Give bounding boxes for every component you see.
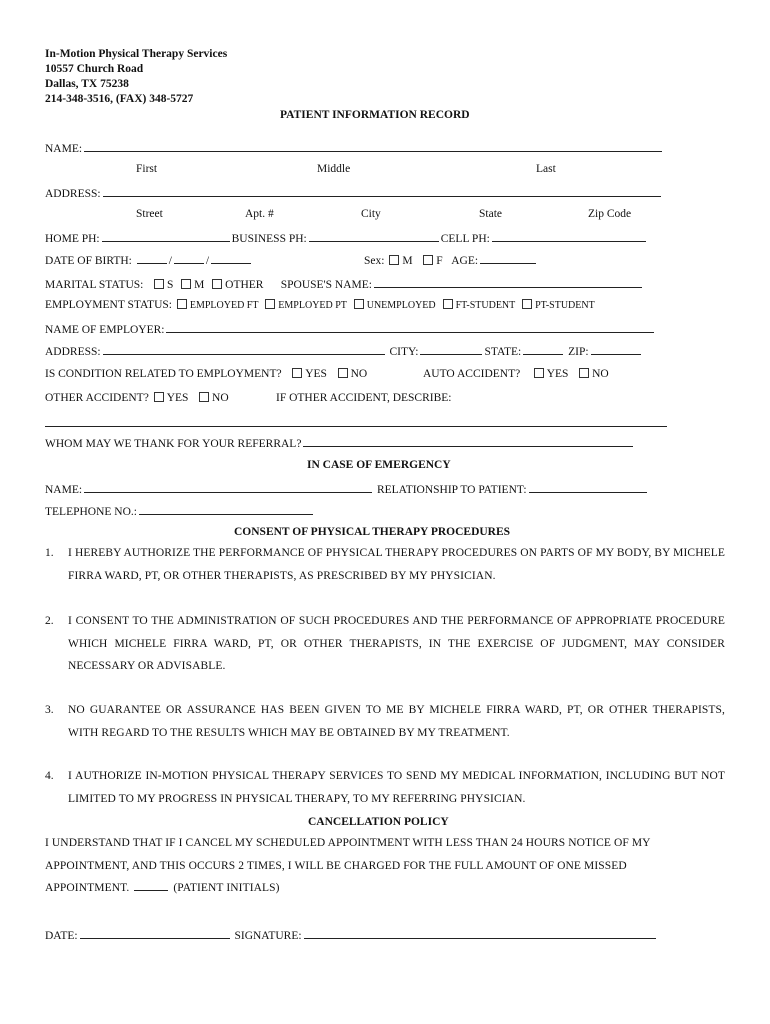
cell-phone-label: CELL PH: <box>440 233 490 245</box>
sex-m-label: M <box>402 255 413 267</box>
auto-question: AUTO ACCIDENT? <box>423 368 521 380</box>
dob-separator: / <box>168 255 172 267</box>
date-field[interactable] <box>80 927 230 939</box>
date-label: DATE: <box>45 930 78 942</box>
signature-label: SIGNATURE: <box>234 930 302 942</box>
age-field[interactable] <box>480 252 536 264</box>
emp-city-label: CITY: <box>389 346 419 358</box>
emergency-name-label: NAME: <box>45 484 83 496</box>
practice-phone: 214-348-3516, (FAX) 348-5727 <box>45 93 194 105</box>
cell-phone-field[interactable] <box>492 230 646 242</box>
marital-row <box>45 276 644 292</box>
emp-ftstudent-checkbox[interactable] <box>443 299 453 309</box>
emp-pt-label: EMPLOYED PT <box>278 300 347 311</box>
employment-label: EMPLOYMENT STATUS: <box>45 299 172 311</box>
relationship-label: RELATIONSHIP TO PATIENT: <box>376 484 527 496</box>
address-city-caption: City <box>361 208 381 220</box>
employment-row <box>45 298 595 313</box>
emp-pt-checkbox[interactable] <box>265 299 275 309</box>
emergency-name-field[interactable] <box>84 481 372 493</box>
consent-3-text: NO GUARANTEE OR ASSURANCE HAS BEEN GIVEN TO ME BY MICHELE FIRRA WARD, PT, OR OTHER THERAPISTS, WITH REGARD TO THE RESULTS WHICH MAY BE OBTAINED BY MY TREATMENT. <box>68 704 725 739</box>
employer-address-row <box>45 343 643 359</box>
dob-month-field[interactable] <box>137 252 167 264</box>
emp-ptstudent-label: PT-STUDENT <box>535 300 595 311</box>
initials-label: (PATIENT INITIALS) <box>173 882 280 894</box>
marital-m-checkbox[interactable] <box>181 279 191 289</box>
signature-field[interactable] <box>304 927 656 939</box>
address-state-caption: State <box>479 208 502 220</box>
other-yes-checkbox[interactable] <box>154 392 164 402</box>
business-phone-label: BUSINESS PH: <box>231 233 307 245</box>
practice-city: Dallas, TX 75238 <box>45 78 129 90</box>
referral-row <box>45 435 635 451</box>
emergency-title: IN CASE OF EMERGENCY <box>307 459 451 471</box>
practice-street: 10557 Church Road <box>45 63 144 75</box>
emp-ft-checkbox[interactable] <box>177 299 187 309</box>
consent-title: CONSENT OF PHYSICAL THERAPY PROCEDURES <box>234 526 511 538</box>
other-accident-row <box>45 391 229 405</box>
condition-no-checkbox[interactable] <box>338 368 348 378</box>
spouse-field[interactable] <box>374 276 642 288</box>
name-first-caption: First <box>136 163 158 175</box>
telephone-label: TELEPHONE NO.: <box>45 506 137 518</box>
cancellation-block <box>45 832 710 900</box>
employer-row <box>45 321 656 337</box>
business-phone-field[interactable] <box>309 230 439 242</box>
emp-unemployed-checkbox[interactable] <box>354 299 364 309</box>
marital-label: MARITAL STATUS: <box>45 279 144 291</box>
consent-4-text: I AUTHORIZE IN-MOTION PHYSICAL THERAPY SERVICES TO SEND MY MEDICAL INFORMATION, INCLUDING BUT NOT LIMITED TO MY PROGRESS IN PHYSICAL THERAPY, TO MY REFERRING PHYSICIAN. <box>68 770 725 805</box>
condition-yes-label: YES <box>305 368 327 380</box>
consent-2-number: 2. <box>45 615 54 627</box>
name-row <box>45 140 664 156</box>
address-label: ADDRESS: <box>45 188 101 200</box>
marital-s-label: S <box>167 279 174 291</box>
spouse-label: SPOUSE'S NAME: <box>280 279 372 291</box>
name-middle-caption: Middle <box>317 163 351 175</box>
marital-s-checkbox[interactable] <box>154 279 164 289</box>
emp-ft-label: EMPLOYED FT <box>189 300 259 311</box>
address-row <box>45 185 663 201</box>
describe-field[interactable] <box>45 414 667 427</box>
name-field[interactable] <box>84 140 662 152</box>
cancellation-text: I UNDERSTAND THAT IF I CANCEL MY SCHEDULED APPOINTMENT WITH LESS THAN 24 HOURS NOTICE OF MY APPOINTMENT, AND THIS OCCURS 2 TIMES, I WILL BE CHARGED FOR THE FULL AMOUNT OF ONE MISSED APPOINTMENT. <box>45 837 651 894</box>
condition-no-label: NO <box>350 368 368 380</box>
phone-row <box>45 230 648 246</box>
employer-field[interactable] <box>166 321 654 333</box>
emp-state-field[interactable] <box>523 343 563 355</box>
sex-f-checkbox[interactable] <box>423 255 433 265</box>
auto-yes-label: YES <box>546 368 569 380</box>
describe-label: IF OTHER ACCIDENT, DESCRIBE: <box>276 392 452 404</box>
employer-label: NAME OF EMPLOYER: <box>45 324 165 336</box>
marital-other-checkbox[interactable] <box>212 279 222 289</box>
other-no-label: NO <box>212 392 229 404</box>
patient-initials-field[interactable] <box>134 879 168 891</box>
relationship-field[interactable] <box>529 481 647 493</box>
dob-separator: / <box>205 255 210 267</box>
consent-3-number: 3. <box>45 704 54 716</box>
home-phone-field[interactable] <box>102 230 230 242</box>
referral-label: WHOM MAY WE THANK FOR YOUR REFERRAL? <box>45 438 302 450</box>
marital-m-label: M <box>194 279 205 291</box>
emp-address-field[interactable] <box>103 343 385 355</box>
condition-yes-checkbox[interactable] <box>292 368 302 378</box>
consent-4-number: 4. <box>45 770 54 782</box>
emp-zip-label: ZIP: <box>568 346 589 358</box>
emp-zip-field[interactable] <box>591 343 641 355</box>
age-label: AGE: <box>451 255 479 267</box>
dob-year-field[interactable] <box>211 252 251 264</box>
auto-row <box>423 367 609 381</box>
condition-row <box>45 367 367 381</box>
other-no-checkbox[interactable] <box>199 392 209 402</box>
consent-1-text: I HEREBY AUTHORIZE THE PERFORMANCE OF PHYSICAL THERAPY PROCEDURES ON PARTS OF MY BODY, BY MICHELE FIRRA WARD, PT, OR OTHER THERAPISTS, AS PRESCRIBED BY MY PHYSICIAN. <box>68 547 725 582</box>
auto-yes-checkbox[interactable] <box>534 368 544 378</box>
address-zip-caption: Zip Code <box>588 208 632 220</box>
referral-field[interactable] <box>303 435 633 447</box>
sex-label: Sex: <box>364 255 385 267</box>
emp-unemployed-label: UNEMPLOYED <box>366 300 436 311</box>
emp-city-field[interactable] <box>420 343 482 355</box>
sex-m-checkbox[interactable] <box>389 255 399 265</box>
telephone-field[interactable] <box>139 503 313 515</box>
practice-name: In-Motion Physical Therapy Services <box>45 48 228 60</box>
emp-ftstudent-label: FT-STUDENT <box>455 300 516 311</box>
dob-label: DATE OF BIRTH: <box>45 255 132 267</box>
other-yes-label: YES <box>166 392 189 404</box>
marital-other-label: OTHER <box>225 279 264 291</box>
form-title: PATIENT INFORMATION RECORD <box>280 109 470 121</box>
address-field[interactable] <box>103 185 661 197</box>
dob-row <box>45 252 253 268</box>
address-street-caption: Street <box>136 208 163 220</box>
dob-day-field[interactable] <box>174 252 204 264</box>
sex-f-label: F <box>436 255 443 267</box>
other-question: OTHER ACCIDENT? <box>45 392 149 404</box>
auto-no-label: NO <box>592 368 609 380</box>
emergency-name-row <box>45 481 649 497</box>
emp-ptstudent-checkbox[interactable] <box>522 299 532 309</box>
cancellation-title: CANCELLATION POLICY <box>308 816 449 828</box>
condition-question: IS CONDITION RELATED TO EMPLOYMENT? <box>45 368 282 380</box>
emergency-phone-row <box>45 503 315 519</box>
name-last-caption: Last <box>536 163 556 175</box>
signature-row <box>45 927 658 943</box>
auto-no-checkbox[interactable] <box>579 368 589 378</box>
address-apt-caption: Apt. # <box>245 208 274 220</box>
emp-state-label: STATE: <box>484 346 522 358</box>
sex-age-row <box>364 252 538 268</box>
emp-address-label: ADDRESS: <box>45 346 101 358</box>
home-phone-label: HOME PH: <box>45 233 100 245</box>
name-label: NAME: <box>45 143 83 155</box>
consent-1-number: 1. <box>45 547 54 559</box>
consent-2-text: I CONSENT TO THE ADMINISTRATION OF SUCH PROCEDURES AND THE PERFORMANCE OF APPROPRIATE PROCEDURE WHICH MICHELE FIRRA WARD, PT, OR OTHER THERAPISTS, IN THE EXERCISE OF JUDGMENT, MAY CONSIDER NECESSARY OR ADVISABLE. <box>68 615 725 672</box>
